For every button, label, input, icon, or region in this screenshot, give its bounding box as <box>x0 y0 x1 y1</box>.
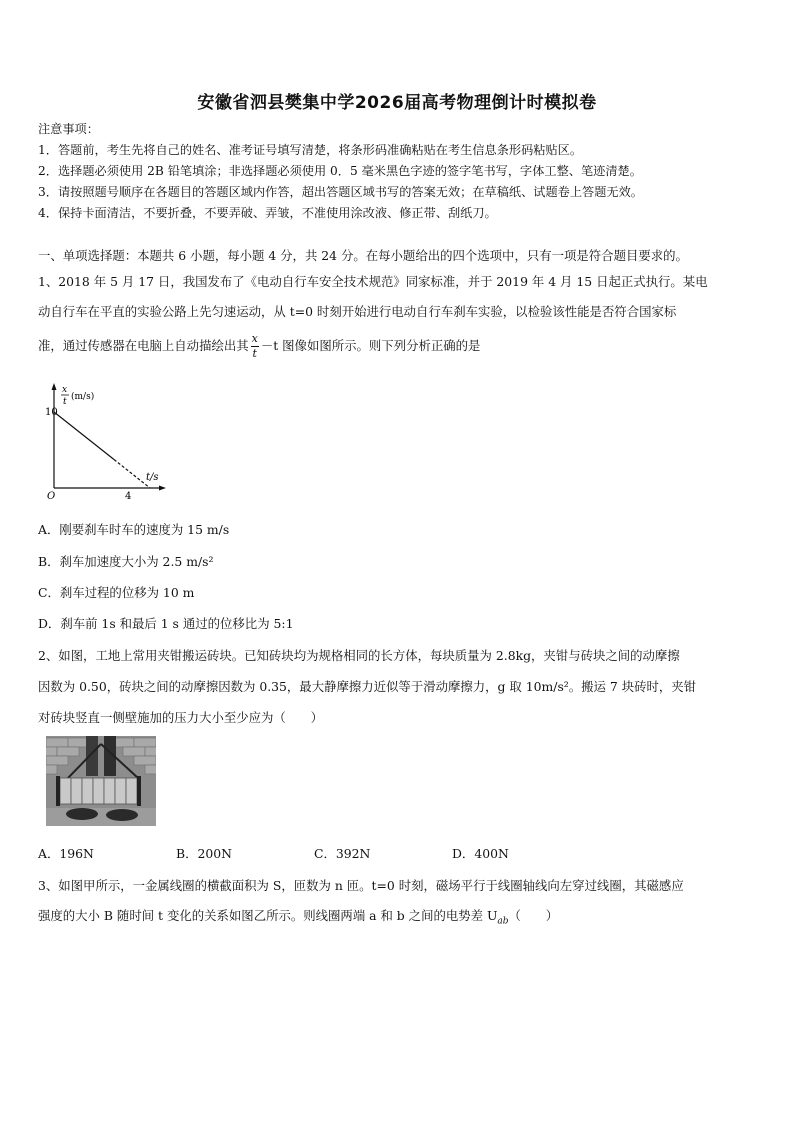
page-title: 安徽省泗县樊集中学2026届高考物理倒计时模拟卷 <box>197 93 597 113</box>
q1-frac-num: x <box>251 332 258 345</box>
q1-line-2: 动自行车在平直的实验公路上先匀速运动，从 t=0 时刻开始进行电动自行车刹车实验，以检验该性能是否符合国家标 <box>38 304 677 319</box>
q1-graph <box>32 380 172 500</box>
q2-line-1: 2、如图，工地上常用夹钳搬运砖块。已知砖块均为规格相同的长方体，每块质量为 2.8kg，夹钳与砖块之间的动摩擦 <box>38 648 680 663</box>
q1-line-1: 1、2018 年 5 月 17 日，我国发布了《电动自行车安全技术规范》同家标准，并于 2019 年 4 月 15 日起正式执行。某电 <box>38 274 708 289</box>
q1-option-b: B．刹车加速度大小为 2.5 m/s² <box>38 554 214 569</box>
section-heading: 一、单项选择题：本题共 6 小题，每小题 4 分，共 24 分。在每小题给出的四个选项中，只有一项是符合题目要求的。 <box>38 248 688 263</box>
q2-option-a: A．196N <box>38 846 94 861</box>
q1-line-3a: 准，通过传感器在电脑上自动描绘出其 <box>38 338 249 353</box>
series-layer <box>54 412 150 488</box>
series-solid-segment <box>54 412 114 460</box>
q1-option-a: A．刚要刹车时车的速度为 15 m/s <box>38 522 230 537</box>
ylabel-den: t <box>63 397 67 407</box>
q2-line-2: 因数为 0.50，砖块之间的动摩擦因数为 0.35，最大静摩擦力近似等于滑动摩擦力，g 取 10m/s²。搬运 7 块砖时，夹钳 <box>38 679 697 694</box>
q2-option-d: D．400N <box>452 846 509 861</box>
q3-line-2 <box>38 906 558 926</box>
notice-item-1: 1．答题前，考生先将自己的姓名、准考证号填写清楚，将条形码准确粘贴在考生信息条形码粘贴区。 <box>38 143 583 157</box>
xlabel: t/s <box>146 472 159 483</box>
notice-item-2: 2．选择题必须使用 2B 铅笔填涂；非选择题必须使用 0．5 毫米黑色字迹的签字笔书写，字体工整、笔迹清楚。 <box>38 164 642 178</box>
q1-line-3b: －t 图像如图所示。则下列分析正确的是 <box>260 338 481 353</box>
q1-option-d: D．刹车前 1s 和最后 1 s 通过的位移比为 5:1 <box>38 616 294 631</box>
ylabel-unit: (m/s) <box>71 392 95 402</box>
y-tick-10: 10 <box>45 407 58 418</box>
q1-frac-den: t <box>252 347 257 360</box>
q3-line-2-text: 强度的大小 B 随时间 t 变化的关系如图乙所示。则线圈两端 a 和 b 之间的电势差 U <box>38 908 498 923</box>
y-axis-arrow <box>52 383 57 390</box>
q2-line-3: 对砖块竖直一侧壁施加的压力大小至少应为（ ） <box>38 710 323 725</box>
q2-option-c: C．392N <box>314 846 371 861</box>
q1-fraction <box>251 332 259 361</box>
notice-item-3: 3．请按照题号顺序在各题目的答题区域内作答，超出答题区域书写的答案无效；在草稿纸、试题卷上答题无效。 <box>38 185 643 199</box>
q1-line-3 <box>38 332 480 361</box>
q1-option-c: C．刹车过程的位移为 10 m <box>38 585 195 600</box>
x-tick-4: 4 <box>125 491 132 500</box>
ylabel-num: x <box>62 385 68 395</box>
brick-clamp-photo <box>46 736 156 826</box>
notice-item-4: 4．保持卡面清洁，不要折叠，不要弄破、弄皱，不准使用涂改液、修正带、刮纸刀。 <box>38 206 497 220</box>
series-dashed-segment <box>114 460 150 489</box>
q2-option-b: B．200N <box>176 846 232 861</box>
notice-heading: 注意事项： <box>38 122 99 136</box>
q3-line-2-end: （ ） <box>508 908 559 923</box>
q3-subscript: ab <box>497 916 509 927</box>
q3-line-1: 3、如图甲所示，一金属线圈的横截面积为 S，匝数为 n 匝。t=0 时刻，磁场平行于线圈轴线向左穿过线圈，其磁感应 <box>38 878 684 893</box>
x-axis-arrow <box>159 486 166 491</box>
origin-label: O <box>47 491 56 500</box>
